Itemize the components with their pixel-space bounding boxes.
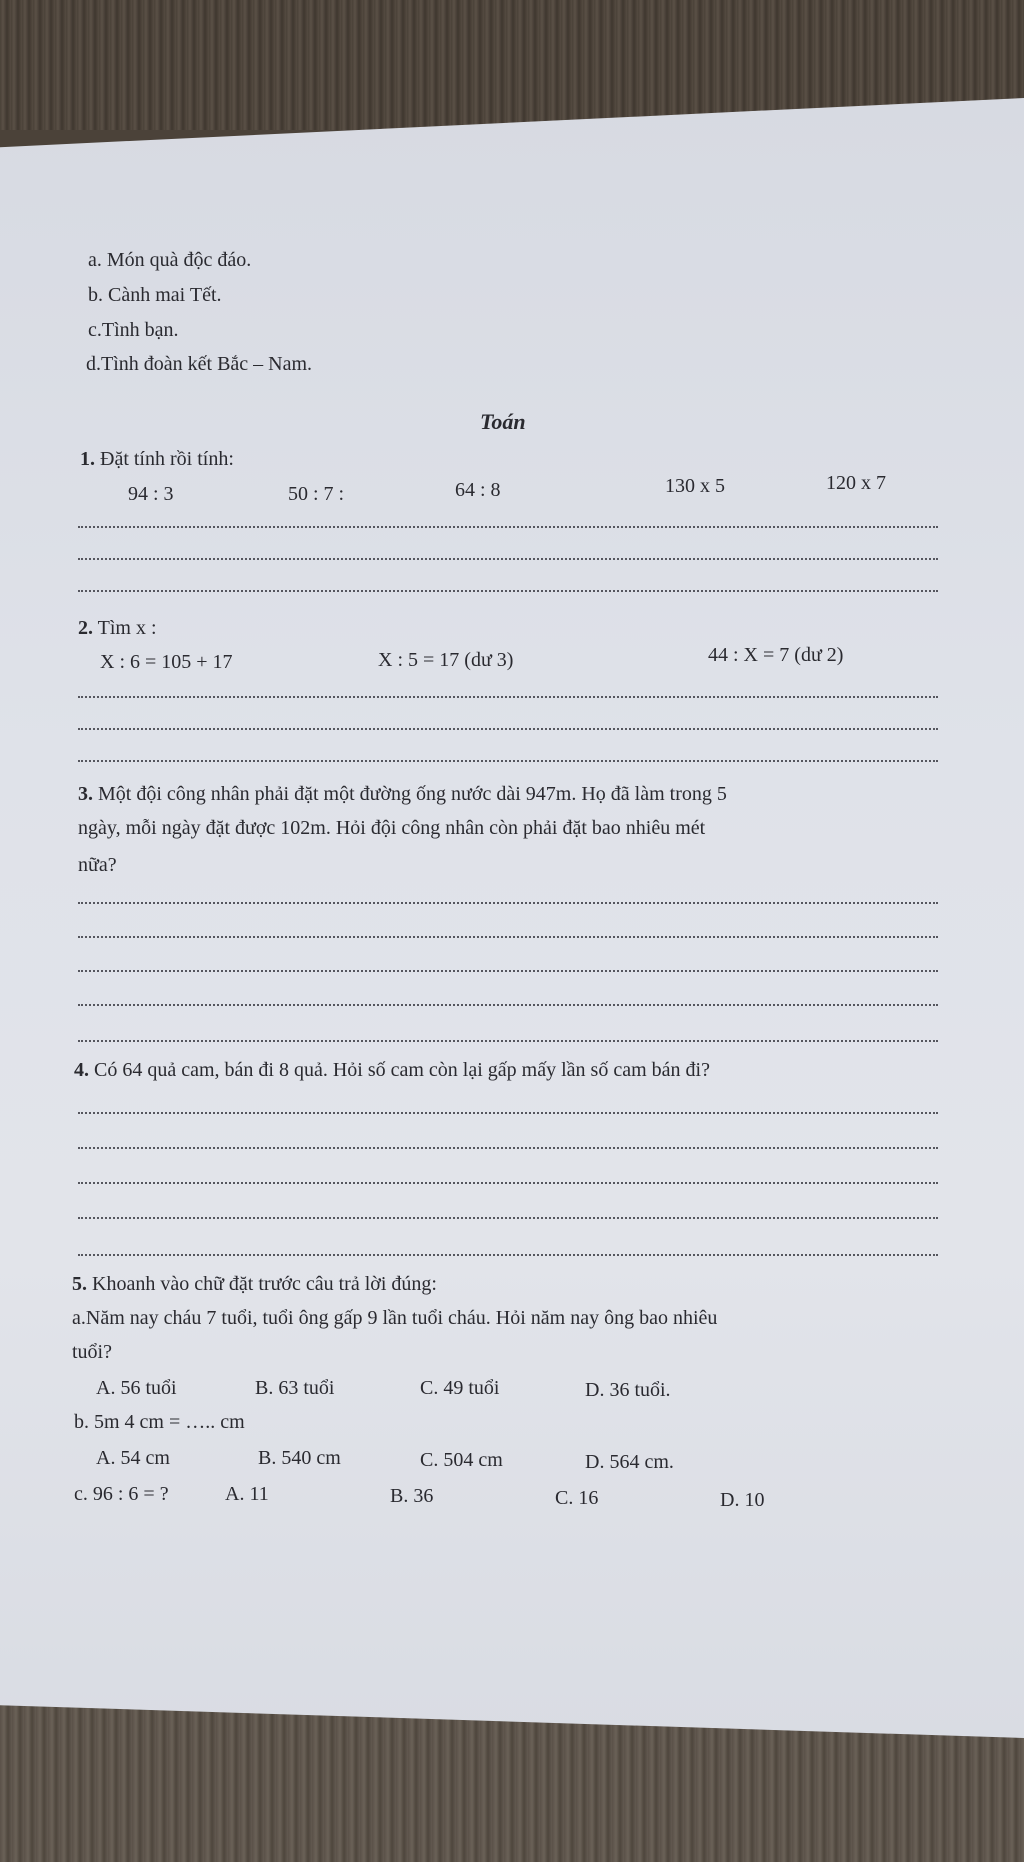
q1-item-5: 120 x 7 [826,472,886,494]
answer-line [78,526,938,528]
answer-line [78,590,938,592]
q5c-question: c. 96 : 6 = ? [74,1483,169,1505]
answer-line [78,558,938,560]
q5a-text-line-1: a.Năm nay cháu 7 tuổi, tuổi ông gấp 9 lần tuổi cháu. Hỏi năm nay ông bao nhiêu [72,1307,718,1329]
answer-line [78,696,938,698]
q2-item-3: 44 : X = 7 (dư 2) [708,644,844,666]
q3-text-line-2: ngày, mỗi ngày đặt được 102m. Hỏi đội công nhân còn phải đặt bao nhiêu mét [78,817,706,839]
q2-item-1: X : 6 = 105 + 17 [100,651,233,673]
q5-label: 5. Khoanh vào chữ đặt trước câu trả lời đúng: [72,1273,437,1295]
q5c-choice-a: A. 11 [225,1483,269,1505]
q5b-choice-d: D. 564 cm. [585,1451,674,1473]
q5a-choice-b: B. 63 tuổi [255,1377,335,1399]
reading-option-d: d.Tình đoàn kết Bắc – Nam. [86,353,313,375]
reading-option-b: b. Cành mai Tết. [88,284,222,306]
q1-item-3: 64 : 8 [455,479,501,501]
q4-text: 4. Có 64 quả cam, bán đi 8 quả. Hỏi số cam còn lại gấp mấy lần số cam bán đi? [74,1059,710,1081]
q5a-text-line-2: tuổi? [72,1341,112,1363]
answer-line [78,728,938,730]
answer-line [78,1040,938,1042]
q5a-choice-a: A. 56 tuổi [96,1377,177,1399]
answer-line [78,936,938,938]
q3-text-line-1: 3. Một đội công nhân phải đặt một đường ống nước dài 947m. Họ đã làm trong 5 [78,783,727,805]
reading-option-c: c.Tình bạn. [88,319,179,341]
q5a-choice-d: D. 36 tuổi. [585,1379,671,1401]
answer-line [78,760,938,762]
q1-item-4: 130 x 5 [665,475,725,497]
answer-line [78,1217,938,1219]
q5c-choice-d: D. 10 [720,1489,765,1511]
q5b-choice-a: A. 54 cm [96,1447,170,1469]
q5a-choice-c: C. 49 tuổi [420,1377,500,1399]
q2-label: 2. Tìm x : [78,617,157,639]
answer-line [78,1254,938,1256]
q1-item-2: 50 : 7 : [288,483,345,505]
q5b-choice-c: C. 504 cm [420,1449,503,1471]
q1-item-1: 94 : 3 [128,483,174,505]
answer-line [78,902,938,904]
q5b-choice-b: B. 540 cm [258,1447,341,1469]
q5b-question: b. 5m 4 cm = ….. cm [74,1411,245,1433]
answer-line [78,1112,938,1114]
answer-line [78,1004,938,1006]
answer-line [78,1147,938,1149]
q5c-choice-b: B. 36 [390,1485,434,1507]
q2-item-2: X : 5 = 17 (dư 3) [378,649,514,671]
reading-option-a: a. Món quà độc đáo. [88,249,252,271]
answer-line [78,970,938,972]
answer-line [78,1182,938,1184]
q1-label: 1. Đặt tính rồi tính: [80,448,234,470]
q5c-choice-c: C. 16 [555,1487,599,1509]
q3-text-line-3: nữa? [78,854,117,876]
section-title-math: Toán [480,409,526,434]
